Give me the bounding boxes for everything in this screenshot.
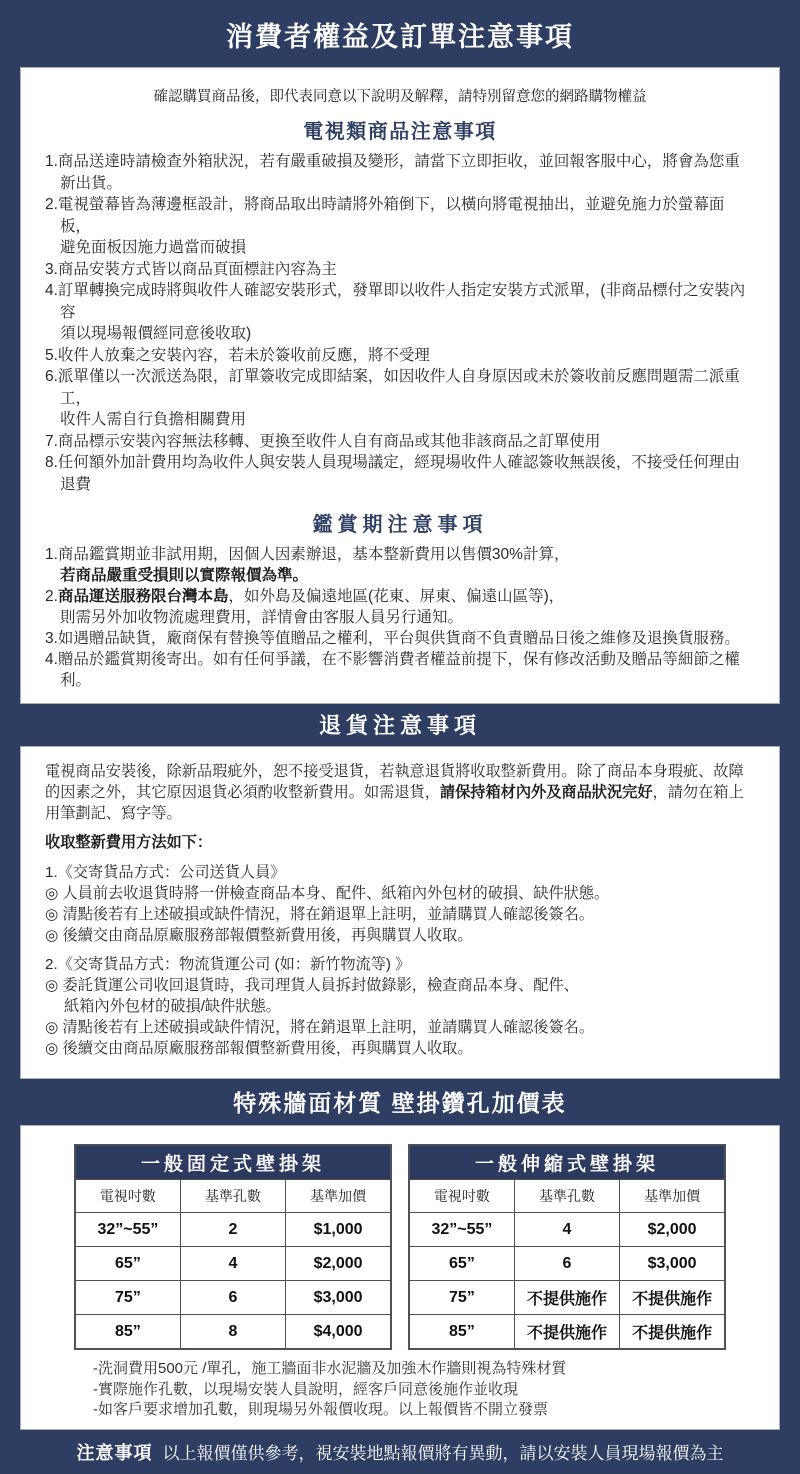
text: 2.電視螢幕皆為薄邊框設計，將商品取出時請將外箱倒下，以橫向將電視抽出，並避免施力於螢幕面板，	[45, 196, 725, 235]
method-group	[45, 955, 755, 1059]
list-item	[45, 194, 755, 259]
table-cell: 不提供施作	[514, 1281, 619, 1315]
extendable-mount-table	[408, 1144, 726, 1350]
table-cell: 85”	[75, 1315, 180, 1350]
text: 5.收件人放棄之安裝內容，若未於簽收前反應，將不受理	[45, 346, 430, 364]
table-cell: 6	[180, 1281, 285, 1315]
text: 3.如遇贈品缺貨，廠商保有替換等值贈品之權利，平台與供貨商不負責贈品日後之維修及退換貨服務。	[45, 630, 740, 647]
text: ，請勿在箱上用筆劃記、寫字等。	[45, 783, 744, 822]
list-item	[45, 452, 755, 495]
text: 後續交由商品原廠服務部報價整新費用後，再與購買人收取。	[62, 926, 473, 944]
bullet-item	[45, 905, 755, 926]
table-cell: 不提供施作	[514, 1315, 619, 1350]
text: ，如外島及偏遠地區(花東、屏東、偏遠山區等)，	[228, 588, 565, 605]
drill-section-heading: 特殊牆面材質 壁掛鑽孔加價表	[233, 1090, 567, 1117]
wall-mount-tables	[45, 1140, 755, 1350]
table-cell: 65”	[75, 1247, 180, 1281]
ring-bullet-icon: ◎	[45, 977, 63, 995]
page-title: 消費者權益及訂單注意事項	[226, 22, 574, 52]
table-cell: 85”	[409, 1315, 514, 1350]
text: 則需另外加收物流處理費用，詳情會由客服人員另行通知。	[60, 609, 464, 626]
column-header: 基準孔數	[180, 1180, 285, 1213]
table-cell: $3,000	[286, 1281, 391, 1315]
text: 清點後若有上述破損或缺件情況，將在銷退單上註明，並請購買人確認後簽名。	[62, 905, 595, 923]
return-method-groups	[45, 863, 755, 1059]
table-title: 一般伸縮式壁掛架	[409, 1145, 725, 1180]
tv-notice-list	[45, 151, 755, 495]
return-section	[20, 746, 780, 1079]
text: 4.訂單轉換完成時將與收件人確認安裝形式，發單即以收件人指定安裝方式派單，(非商品標付之安裝內容	[45, 282, 746, 321]
intro-subtitle: 確認購買商品後，即代表同意以下說明及解釋，請特別留意您的網路購物權益	[153, 89, 647, 105]
bold-text: 請保持箱材內外及商品狀況完好	[439, 783, 653, 801]
method-group	[45, 863, 755, 946]
table-cell: 6	[514, 1247, 619, 1281]
table-cell: 75”	[75, 1281, 180, 1315]
table-cell: 4	[180, 1247, 285, 1281]
table-cell: 8	[180, 1315, 285, 1350]
text: 避免面板因施力過當而破損	[60, 239, 247, 256]
table-row	[409, 1213, 725, 1247]
text: 後續交由商品原廠服務部報價整新費用後，再與購買人收取。	[62, 1039, 473, 1057]
footer-notice-text: 以上報價僅供參考，視安裝地點報價將有異動，請以安裝人員現場報價為主	[162, 1443, 724, 1463]
appreciation-notice-list	[45, 544, 755, 691]
footer-notice-label: 注意事項	[76, 1442, 153, 1463]
text: 須以現場報價經同意後收取)	[60, 325, 252, 342]
text: 委託貨運公司收回退貨時，我司理貨人員拆封做錄影，檢查商品本身、配件、	[62, 977, 579, 995]
text: 3.商品安裝方式皆以商品頁面標註內容為主	[45, 260, 337, 278]
list-item	[45, 586, 755, 628]
drill-notes	[45, 1350, 755, 1421]
table-cell: 65”	[409, 1247, 514, 1281]
text: 7.商品標示安裝內容無法移轉、更換至收件人自有商品或其他非該商品之訂單使用	[45, 432, 601, 450]
table-cell: $4,000	[286, 1315, 391, 1350]
list-item	[45, 345, 755, 367]
footer-notice	[0, 1430, 800, 1474]
drill-price-section	[20, 1125, 780, 1430]
bold-text: 若商品嚴重受損則以實際報價為準。	[60, 567, 309, 584]
column-header: 基準加價	[620, 1180, 725, 1213]
text: 電視商品安裝後，除新品瑕疵外，恕不接受退貨，若執意退貨將收取整新費用。除了商品本身瑕疵、故障的因素之外，其它原因退貨必須酌收整新費用。如需退貨，	[45, 763, 744, 801]
table-cell: $2,000	[620, 1213, 725, 1247]
note-line: -洗洞費用500元 /單孔，施工牆面非水泥牆及加強木作牆則視為特殊材質	[93, 1360, 567, 1378]
table-row	[409, 1281, 725, 1315]
table-row	[409, 1247, 725, 1281]
table-row	[409, 1315, 725, 1350]
table-cell: 不提供施作	[620, 1315, 725, 1350]
text: 2.	[45, 588, 58, 605]
tv-section-heading: 電視類商品注意事項	[303, 121, 497, 143]
text: 8.任何額外加計費用均為收件人與安裝人員現場議定，經現場收件人確認簽收無誤後，不接受任何理由退費	[45, 454, 740, 493]
ring-bullet-icon: ◎	[45, 905, 63, 923]
fixed-mount-table	[74, 1144, 392, 1350]
table-header-row	[409, 1180, 725, 1213]
list-item	[45, 431, 755, 453]
table-cell: 不提供施作	[620, 1281, 725, 1315]
list-item	[45, 259, 755, 281]
bullet-item	[45, 1039, 755, 1060]
text: 收件人需自行負擔相關費用	[60, 411, 247, 428]
table-cell: 75”	[409, 1281, 514, 1315]
refurbish-method-title: 收取整新費用方法如下：	[45, 834, 213, 852]
bold-text: 商品運送服務限台灣本島	[57, 588, 229, 605]
text: 人員前去收退貨時將一併檢查商品本身、配件、紙箱內外包材的破損、缺件狀態。	[62, 884, 610, 902]
text: 紙箱內外包材的破損/缺件狀態。	[64, 997, 281, 1015]
bullet-item	[45, 926, 755, 947]
list-item	[45, 628, 755, 649]
ring-bullet-icon: ◎	[45, 884, 63, 902]
table-cell: $3,000	[620, 1247, 725, 1281]
return-paragraph	[45, 762, 755, 824]
column-header: 基準加價	[286, 1180, 391, 1213]
table-row	[75, 1315, 391, 1350]
column-header: 電視吋數	[409, 1180, 514, 1213]
text: 1.商品送達時請檢查外箱狀況，若有嚴重破損及變形，請當下立即拒收，並回報客服中心，將會為您重新出貨。	[45, 153, 740, 192]
table-row	[75, 1213, 391, 1247]
list-item	[45, 151, 755, 194]
text: 6.派單僅以一次派送為限，訂單簽收完成即結案，如因收件人自身原因或未於簽收前反應問題需二派重工，	[45, 368, 740, 407]
text: 1.商品鑑賞期並非試用期，因個人因素辦退，基本整新費用以售價30%計算，	[45, 546, 570, 563]
ring-bullet-icon: ◎	[45, 1039, 63, 1057]
column-header: 電視吋數	[75, 1180, 180, 1213]
table-header-row	[75, 1180, 391, 1213]
table-row	[75, 1281, 391, 1315]
method-group-title: 1.《交寄貨品方式：公司送貨人員》	[45, 864, 286, 882]
text: 4.贈品於鑑賞期後寄出。如有任何爭議，在不影響消費者權益前提下，保有修改活動及贈品等細節之權利。	[45, 651, 740, 689]
table-row	[75, 1247, 391, 1281]
table-cell: 2	[180, 1213, 285, 1247]
table-title: 一般固定式壁掛架	[75, 1145, 391, 1180]
table-cell: $2,000	[286, 1247, 391, 1281]
bullet-item	[45, 1018, 755, 1039]
list-item	[45, 280, 755, 345]
list-item	[45, 649, 755, 691]
text: 清點後若有上述破損或缺件情況，將在銷退單上註明，並請購買人確認後簽名。	[62, 1018, 595, 1036]
column-header: 基準孔數	[514, 1180, 619, 1213]
list-item	[45, 366, 755, 431]
tv-and-appreciation-section	[20, 67, 780, 704]
table-cell: $1,000	[286, 1213, 391, 1247]
bullet-item	[45, 976, 755, 1018]
table-cell: 32”~55”	[409, 1213, 514, 1247]
ring-bullet-icon: ◎	[45, 926, 63, 944]
method-group-title: 2.《交寄貨品方式：物流貨運公司 (如：新竹物流等) 》	[45, 956, 411, 974]
appreciation-section-heading: 鑑賞期注意事項	[312, 514, 488, 536]
bullet-item	[45, 884, 755, 905]
ring-bullet-icon: ◎	[45, 1018, 63, 1036]
table-cell: 32”~55”	[75, 1213, 180, 1247]
note-line: -如客戶要求增加孔數，則現場另外報價收現。以上報價皆不開立發票	[93, 1401, 548, 1419]
table-cell: 4	[514, 1213, 619, 1247]
list-item	[45, 544, 755, 586]
return-section-heading: 退貨注意事項	[318, 713, 481, 738]
note-line: -實際施作孔數，以現場安裝人員說明，經客戶同意後施作並收現	[93, 1380, 518, 1398]
